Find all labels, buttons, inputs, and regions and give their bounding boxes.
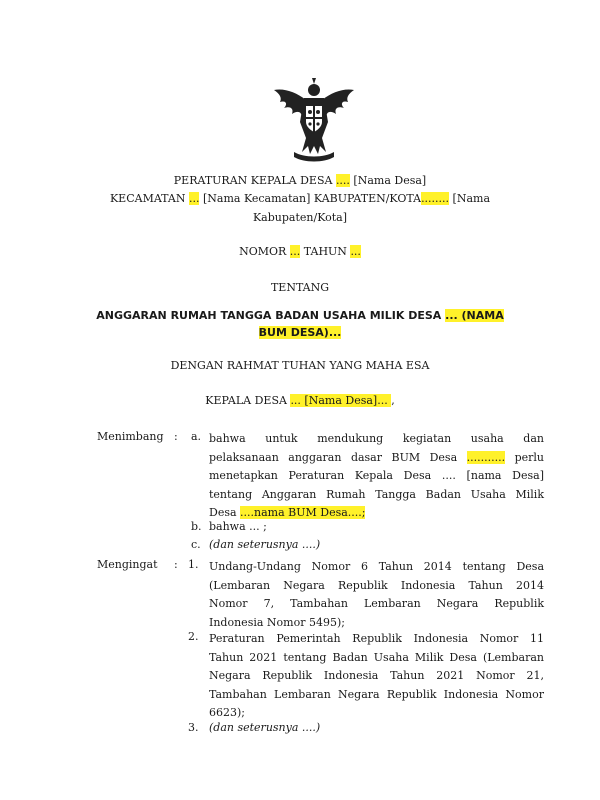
document-title-line-1 (60, 309, 540, 322)
highlight-segment: ... [Nama Desa]... (290, 394, 392, 407)
text-segment: [Nama Desa] (349, 174, 427, 187)
nomor-tahun (60, 245, 540, 258)
text-line: Peraturan Pemerintah Republik Indonesia Nomor 11 (209, 632, 544, 645)
regulation-title-line-1 (60, 174, 540, 187)
list-marker: 2. (188, 630, 199, 643)
text-segment: [Nama (449, 192, 491, 205)
highlight-segment: ... (289, 245, 301, 258)
text-segment: KECAMATAN (109, 192, 189, 205)
list-marker: 3. (188, 721, 199, 734)
text-segment: pelaksanaan anggaran dasar BUM Desa (209, 450, 467, 464)
list-marker: b. (191, 520, 202, 533)
text-segment: Desa (209, 506, 241, 520)
menimbang-item-a (209, 430, 544, 523)
text-line: Undang-Undang Nomor 6 Tahun 2014 tentang Desa (209, 560, 544, 573)
document-title-line-2 (60, 326, 540, 339)
list-marker: 1. (188, 558, 199, 571)
mengingat-label: Mengingat (97, 558, 158, 571)
highlight-segment: ... (350, 245, 361, 258)
text-line: menetapkan Peraturan Kepala Desa .... [nama Desa] (209, 469, 544, 483)
regulation-title-line-3: Kabupaten/Kota] (252, 211, 348, 224)
text-line: Negara Republik Indonesia Tahun 2021 Nomor 21, (209, 669, 544, 683)
menimbang-label: Menimbang (97, 430, 164, 443)
text-segment: perlu (505, 450, 544, 464)
mengingat-item-2 (209, 630, 544, 723)
text-line (209, 449, 544, 468)
list-marker: a. (191, 430, 202, 443)
text-line: bahwa untuk mendukung kegiatan usaha dan (209, 432, 544, 445)
text-segment: TAHUN (300, 245, 351, 258)
text-segment: PERATURAN KEPALA DESA (173, 174, 336, 187)
text-line: (Lembaran Negara Republik Indonesia Tahun 2014 (209, 578, 544, 592)
highlight-segment: BUM DESA)... (258, 326, 342, 339)
list-marker: c. (191, 538, 201, 551)
text-segment: KEPALA DESA (205, 394, 291, 407)
mengingat-item-1 (209, 558, 544, 632)
text-segment: ANGGARAN RUMAH TANGGA BADAN USAHA MILIK DESA (96, 309, 446, 322)
mengingat-colon: : (174, 558, 178, 571)
mengingat-item-3: (dan seterusnya ....) (209, 721, 321, 734)
menimbang-item-c: (dan seterusnya ....) (209, 538, 321, 551)
text-segment: , (391, 394, 395, 407)
highlight-segment: ........ (421, 192, 450, 205)
garuda-emblem-icon (272, 78, 356, 164)
text-line: Indonesia Nomor 5495); (209, 615, 345, 629)
text-line: Nomor 7, Tambahan Lembaran Negara Republik (209, 597, 544, 611)
tentang-heading: TENTANG (270, 281, 330, 294)
text-line: 6623); (209, 706, 245, 720)
highlight-segment: ........... (466, 450, 506, 464)
highlight-segment: ... (NAMA (445, 309, 504, 322)
regulation-title-line-2 (60, 192, 540, 205)
text-line: tentang Anggaran Rumah Tangga Badan Usaha Milik (209, 487, 544, 501)
menimbang-colon: : (174, 430, 178, 443)
kepala-desa-line (60, 394, 540, 407)
text-line: Tahun 2021 tentang Badan Usaha Milik Desa (Lembaran (209, 650, 544, 664)
text-segment: NOMOR (239, 245, 290, 258)
highlight-segment: .... (335, 174, 350, 187)
menimbang-item-b: bahwa ... ; (209, 520, 267, 533)
highlight-segment: ....nama BUM Desa....; (240, 506, 366, 520)
rahmat-line: DENGAN RAHMAT TUHAN YANG MAHA ESA (170, 359, 430, 372)
highlight-segment: ... (188, 192, 200, 205)
text-segment: [Nama Kecamatan] KABUPATEN/KOTA (199, 192, 422, 205)
text-line: Tambahan Lembaran Negara Republik Indonesia Nomor (209, 687, 544, 701)
